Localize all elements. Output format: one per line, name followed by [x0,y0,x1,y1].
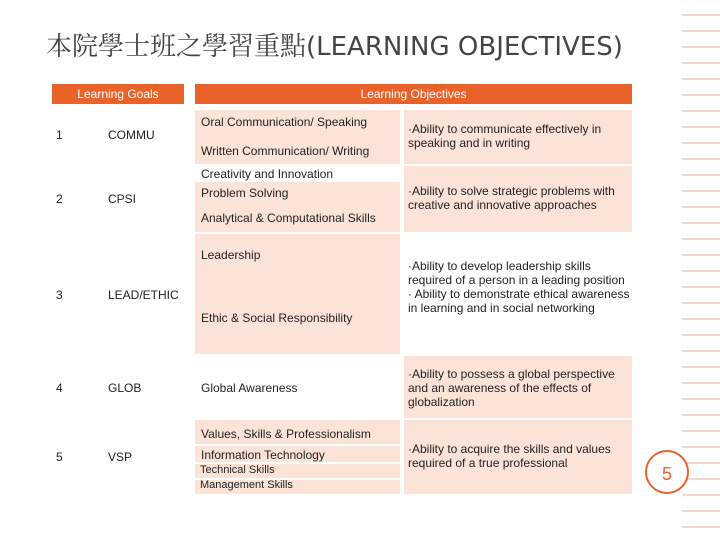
row-3-number: 3 [56,288,63,302]
row-2-sub-1: Creativity and Innovation [201,167,334,181]
row-3-sub-2: Ethic & Social Responsibility [201,311,353,325]
row-1-number: 1 [56,128,63,142]
row-5-number: 5 [56,450,63,464]
row-5-code: VSP [108,450,133,464]
row-3-sub-1: Leadership [201,248,261,262]
decorative-side-strip [682,0,720,540]
row-3-objective: ·Ability to develop leadership skills required of a person in a leading position · Ability to demonstrate ethical awareness in learning and in social networking [408,259,630,315]
row-4-objective: ·Ability to possess a global perspective and an awareness of the effects of globalization [408,367,615,409]
row-1-sub-1: Oral Communication/ Speaking [201,115,368,129]
row-5-sub-4: Management Skills [200,479,293,491]
row-2-number: 2 [56,192,63,206]
row-3-code: LEAD/ETHIC [108,288,179,302]
slide-title: 本院學士班之學習重點(LEARNING OBJECTIVES) [46,32,623,62]
row-2-sub-2: Problem Solving [201,186,289,200]
row-2-objective: ·Ability to solve strategic problems with creative and innovative approaches [408,184,615,212]
row-1-objective: ·Ability to communicate effectively in speaking and in writing [408,122,602,150]
row-2-sub-3: Analytical & Computational Skills [201,211,376,225]
row-2-code: CPSI [108,192,137,206]
row-1-sub-2: Written Communication/ Writing [201,144,370,158]
page-number-badge: 5 [645,450,689,494]
row-5-sub-3: Technical Skills [200,464,275,476]
row-5-sub-1: Values, Skills & Professionalism [201,427,371,441]
row-1-code: COMMU [108,128,155,142]
row-5-objective: ·Ability to acquire the skills and values required of a true professional [408,442,611,470]
row-5-sub-2: Information Technology [201,448,325,462]
row-4-number: 4 [56,381,63,395]
row-4-sub-1: Global Awareness [201,381,298,395]
row-4-code: GLOB [108,381,142,395]
header-learning-goals: Learning Goals [52,84,184,104]
header-learning-objectives: Learning Objectives [195,84,632,104]
